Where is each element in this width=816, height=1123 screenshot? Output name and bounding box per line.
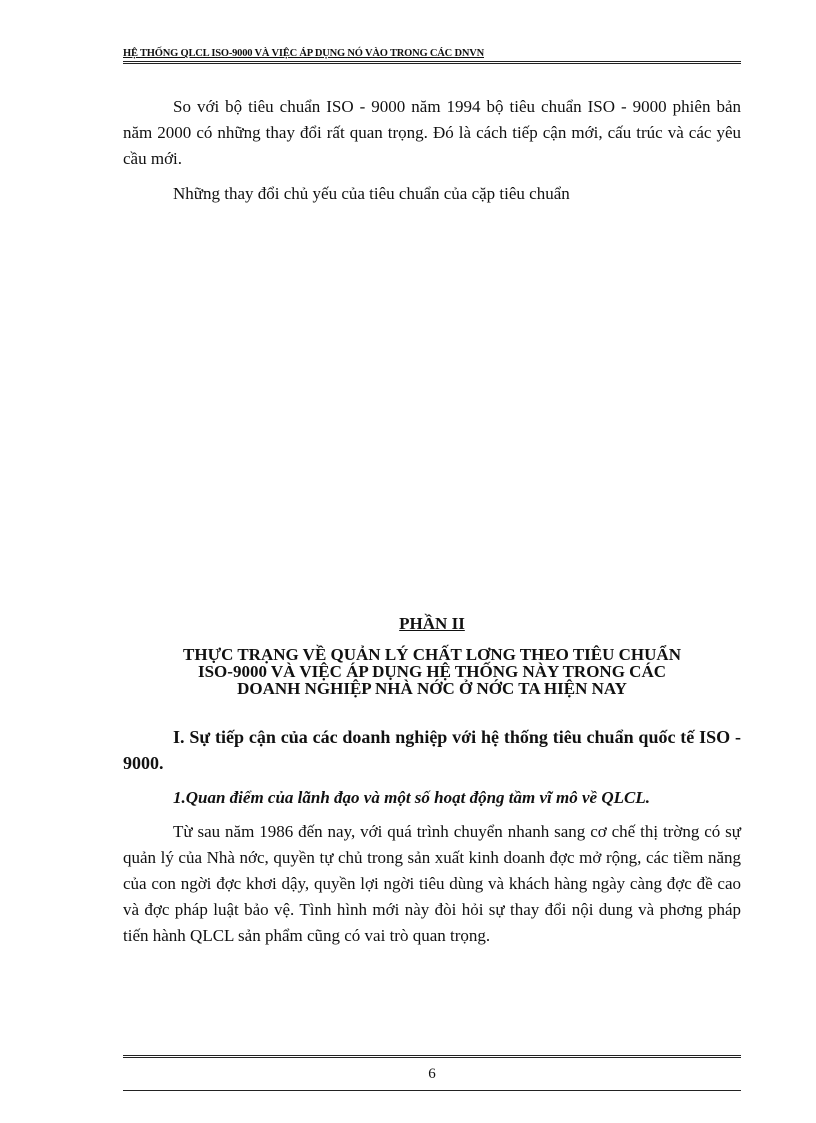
- body-paragraph: Từ sau năm 1986 đến nay, với quá trình chuyển nhanh sang cơ chế thị trờng có sự quản lý của Nhà nớc, quyền tự chủ trong sản xuất kinh doanh đợc mở rộng, các tiềm năng của con ngời đợc khơi dậy, quyền lợi ngời tiêu dùng và khách hàng ngày càng đợc đề cao và đợc pháp luật bảo vệ. Tình hình mới này đòi hỏi sự thay đổi nội dung và phơng pháp tiến hành QLCL sản phẩm cũng có vai trò quan trọng.: [123, 822, 741, 945]
- footer-rule: [123, 1055, 741, 1058]
- part-title-line-1: THỰC TRẠNG VỀ QUẢN LÝ CHẤT LƠNG THEO TIÊU CHUẨN: [183, 645, 681, 664]
- bottom-rule: [123, 1090, 741, 1091]
- section-heading: I. Sự tiếp cận của các doanh nghiệp với hệ thống tiêu chuẩn quốc tế ISO - 9000.: [123, 727, 741, 773]
- intro-paragraph-2: Những thay đổi chủ yếu của tiêu chuẩn của cặp tiêu chuẩn: [173, 184, 570, 203]
- page-number: 6: [428, 1066, 436, 1082]
- part-title-line-2: ISO-9000 VÀ VIỆC ÁP DỤNG HỆ THỐNG NÀY TRONG CÁC: [197, 662, 667, 681]
- header-rule: [123, 61, 741, 64]
- subsection-heading: 1.Quan điểm của lãnh đạo và một số hoạt động tầm vĩ mô về QLCL.: [173, 788, 650, 807]
- running-header: HỆ THỐNG QLCL ISO-9000 VÀ VIỆC ÁP DỤNG NÓ VÀO TRONG CÁC DNVN: [123, 48, 484, 59]
- intro-paragraph-1: So với bộ tiêu chuẩn ISO - 9000 năm 1994 bộ tiêu chuẩn ISO - 9000 phiên bản năm 2000 có những thay đổi rất quan trọng. Đó là cách tiếp cận mới, cấu trúc và các yêu cầu mới.: [123, 97, 741, 168]
- part-label: PHẦN II: [399, 614, 465, 633]
- part-title-line-3: DOANH NGHIỆP NHÀ NỚC Ở NỚC TA HIỆN NAY: [237, 679, 627, 698]
- part-title: [123, 646, 741, 697]
